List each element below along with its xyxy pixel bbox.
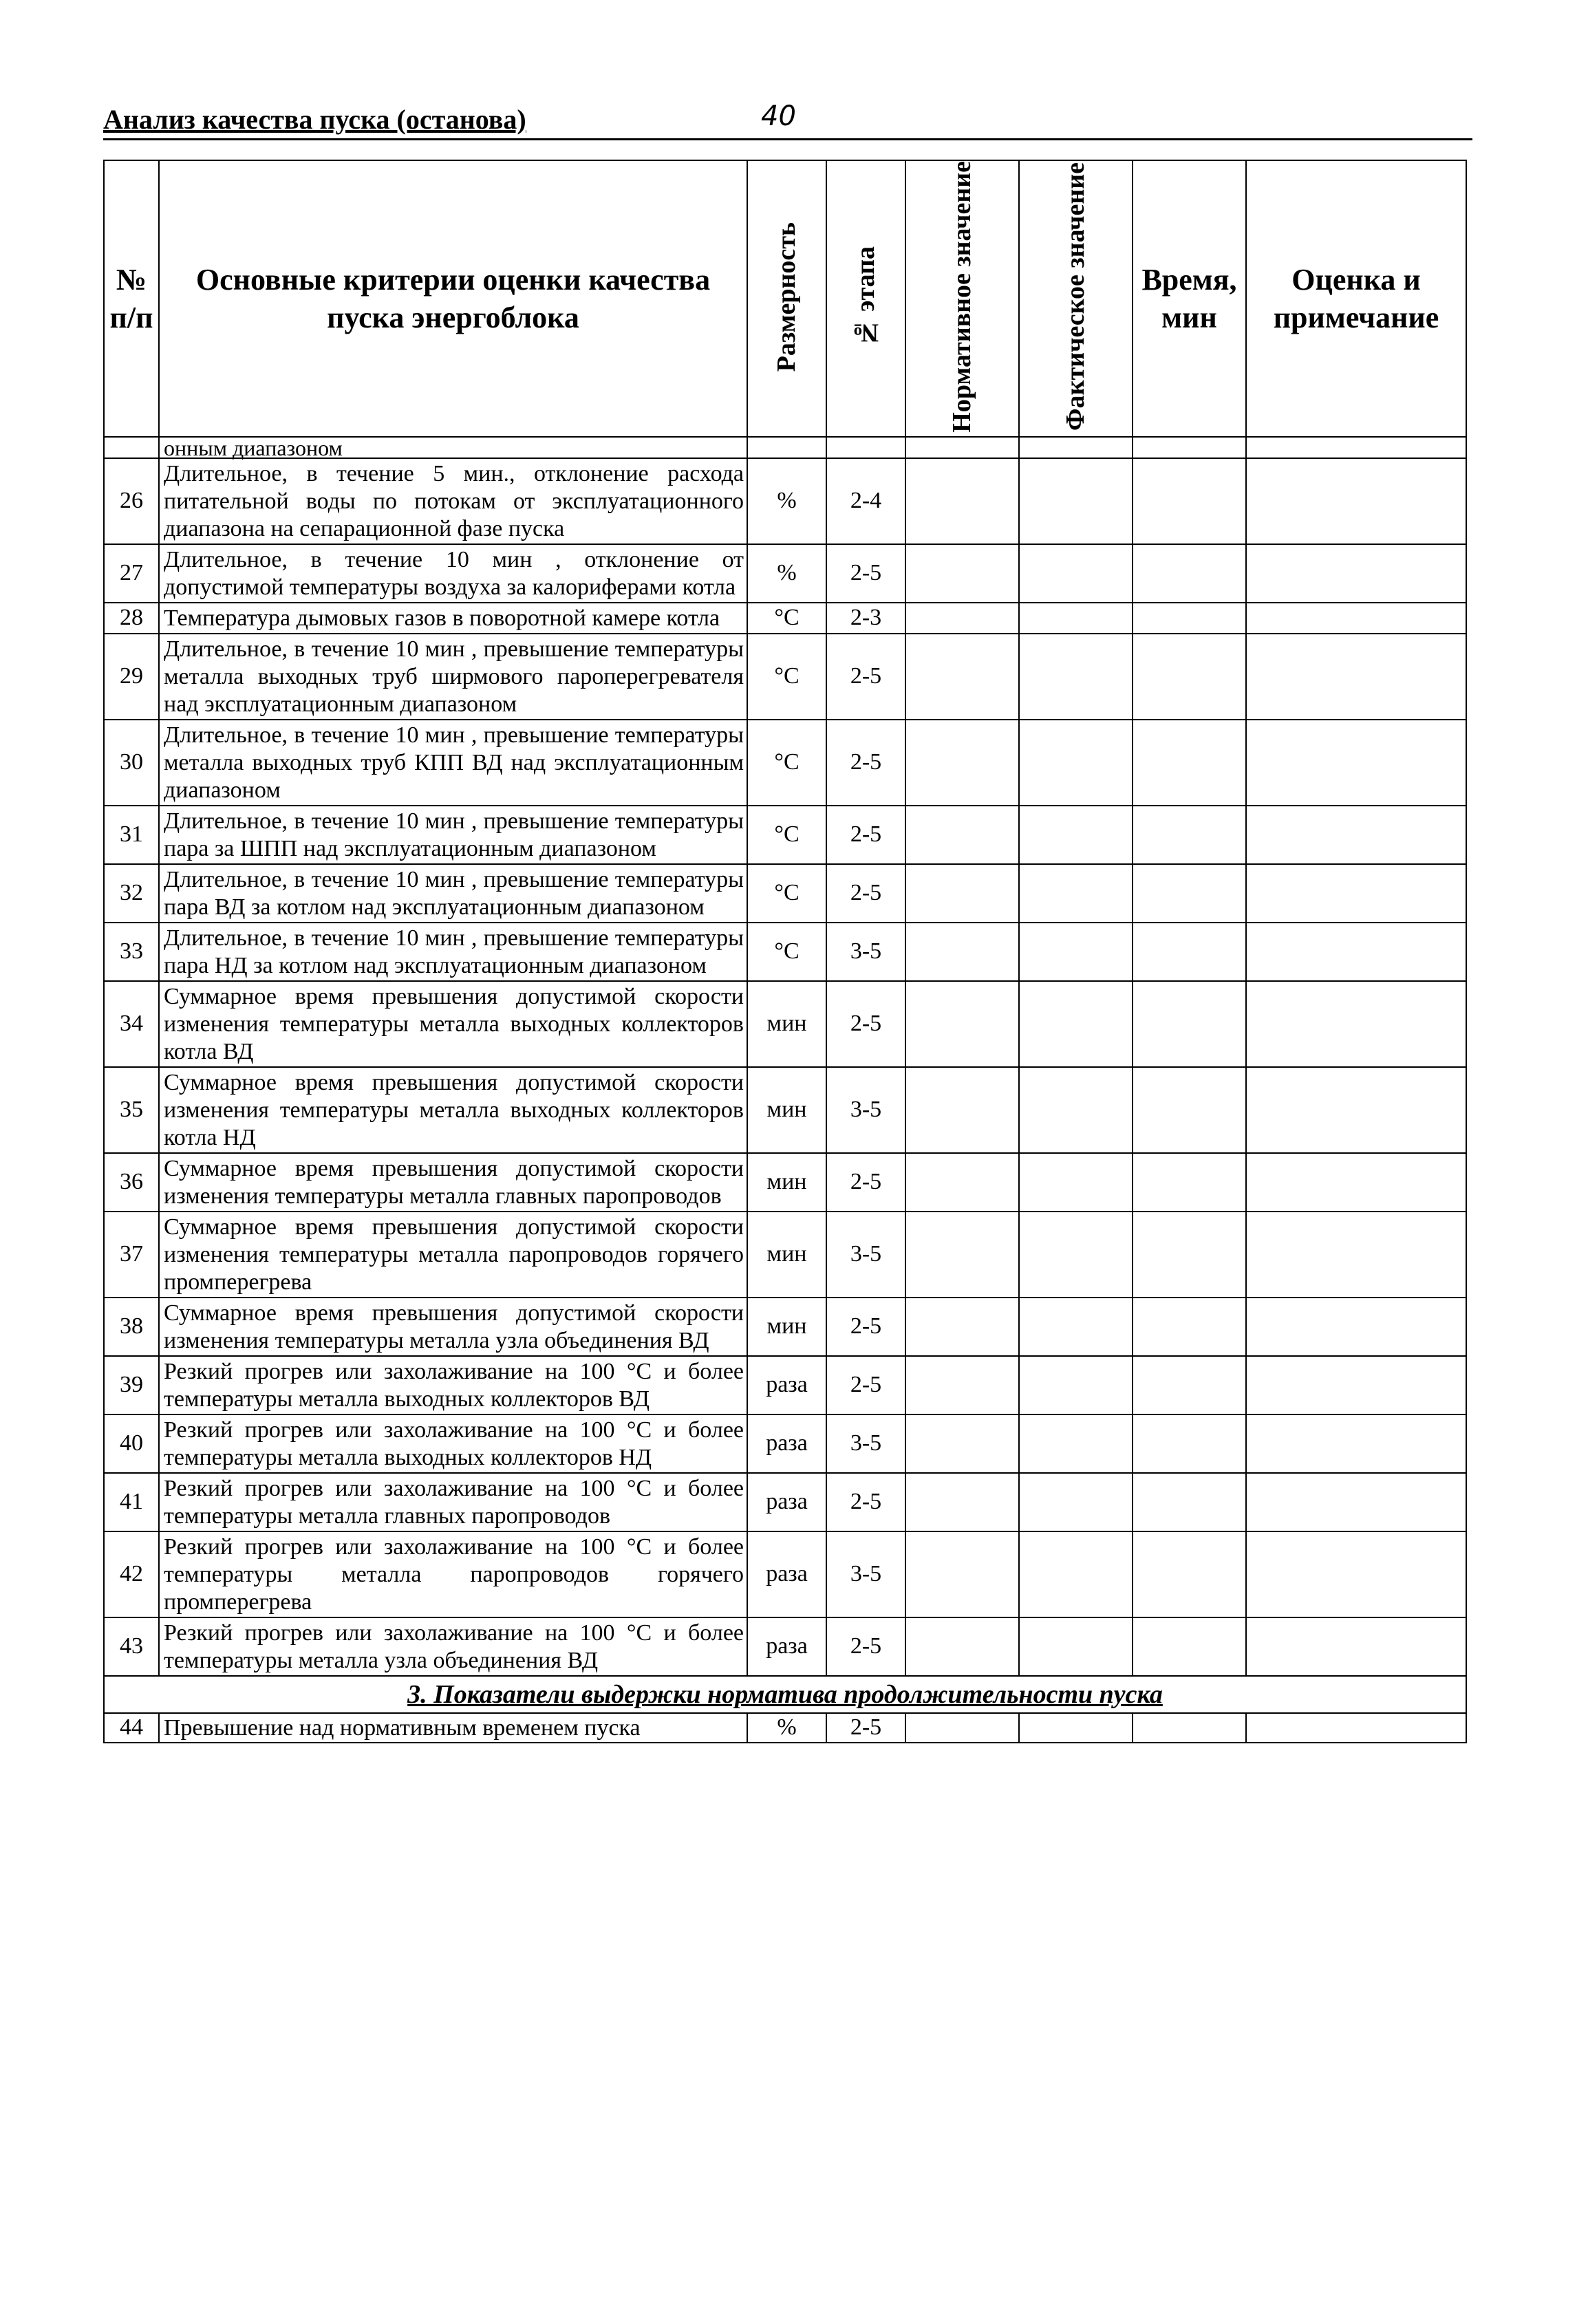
table-header-row	[104, 160, 1466, 437]
table-row	[104, 1153, 1466, 1212]
cell-assessment	[1246, 1531, 1466, 1617]
cell-assessment	[1246, 720, 1466, 806]
cell-stage: 3-5	[826, 923, 905, 981]
cell-actual	[1019, 1153, 1133, 1212]
continuation-text: онным диапазоном	[159, 437, 747, 458]
cell-criteria: Резкий прогрев или захолаживание на 100 °С и более температуры металла паропроводов горячего промперегрева	[159, 1531, 747, 1617]
cell-actual	[1019, 458, 1133, 544]
cell-num: 34	[104, 981, 159, 1067]
cell-dimension: °C	[747, 923, 826, 981]
cell-time	[1133, 1414, 1246, 1473]
cell-num: 31	[104, 806, 159, 864]
cell-dimension: раза	[747, 1531, 826, 1617]
table-row	[104, 864, 1466, 923]
table-row	[104, 1298, 1466, 1356]
cell-assessment	[1246, 1617, 1466, 1676]
cell-normative	[905, 1356, 1019, 1414]
cell-num: 42	[104, 1531, 159, 1617]
cell-dimension: %	[747, 544, 826, 603]
cell-criteria: Суммарное время превышения допустимой скорости изменения температуры металла главных паропроводов	[159, 1153, 747, 1212]
cell-num: 28	[104, 603, 159, 634]
cell-normative	[905, 720, 1019, 806]
table-row	[104, 806, 1466, 864]
cell-dimension: %	[747, 1713, 826, 1743]
section-title: 3. Показатели выдержки норматива продолжительности пуска	[104, 1676, 1466, 1713]
header-actual	[1019, 160, 1133, 437]
cell-num: 26	[104, 458, 159, 544]
header-stage-label: № этапа	[850, 246, 880, 347]
cell-time	[1133, 544, 1246, 603]
header-assessment: Оценка и примечание	[1246, 160, 1466, 437]
cell-normative	[905, 1212, 1019, 1298]
cell-stage: 2-5	[826, 720, 905, 806]
cell-stage: 2-5	[826, 1713, 905, 1743]
cell-actual	[1019, 923, 1133, 981]
cell-actual	[1019, 806, 1133, 864]
cell-time	[1133, 1298, 1246, 1356]
cell-num: 41	[104, 1473, 159, 1531]
cell-dimension: раза	[747, 1473, 826, 1531]
cell-normative	[905, 603, 1019, 634]
table-row	[104, 923, 1466, 981]
cell-num: 43	[104, 1617, 159, 1676]
cell-stage: 2-5	[826, 864, 905, 923]
cell-num: 38	[104, 1298, 159, 1356]
header-rule	[103, 138, 1472, 140]
cell-time	[1133, 1531, 1246, 1617]
cell-criteria: Длительное, в течение 10 мин , отклонение от допустимой температуры воздуха за калориферами котла	[159, 544, 747, 603]
header-stage	[826, 160, 905, 437]
cell-actual	[1019, 603, 1133, 634]
cell-normative	[905, 1713, 1019, 1743]
cell-assessment	[1246, 1356, 1466, 1414]
cell-criteria: Суммарное время превышения допустимой скорости изменения температуры металла выходных коллекторов котла ВД	[159, 981, 747, 1067]
cell-assessment	[1246, 1414, 1466, 1473]
cell-num: 40	[104, 1414, 159, 1473]
cell-stage: 3-5	[826, 1531, 905, 1617]
cell-stage: 2-5	[826, 544, 905, 603]
table-row	[104, 603, 1466, 634]
cell-num: 29	[104, 634, 159, 720]
cell-normative	[905, 923, 1019, 981]
cell-criteria: Длительное, в течение 5 мин., отклонение расхода питательной воды по потокам от эксплуатационного диапазона на сепарационной фазе пуска	[159, 458, 747, 544]
cell-dimension: °C	[747, 720, 826, 806]
cell-actual	[1019, 544, 1133, 603]
cell-time	[1133, 1153, 1246, 1212]
table-row	[104, 1414, 1466, 1473]
cell-actual	[1019, 1531, 1133, 1617]
cell-actual	[1019, 1298, 1133, 1356]
cell-normative	[905, 544, 1019, 603]
cell-criteria: Длительное, в течение 10 мин , превышение температуры пара ВД за котлом над эксплуатационным диапазоном	[159, 864, 747, 923]
cell-stage: 2-4	[826, 458, 905, 544]
table-row	[104, 1067, 1466, 1153]
cell-normative	[905, 634, 1019, 720]
cell-num	[104, 437, 159, 458]
cell-normative	[905, 1531, 1019, 1617]
cell-assessment	[1246, 634, 1466, 720]
cell-num: 36	[104, 1153, 159, 1212]
cell-dimension: мин	[747, 1212, 826, 1298]
table-row	[104, 544, 1466, 603]
cell-time	[1133, 720, 1246, 806]
table-row	[104, 1473, 1466, 1531]
cell-criteria: Длительное, в течение 10 мин , превышение температуры пара за ШПП над эксплуатационным диапазоном	[159, 806, 747, 864]
cell-time	[1133, 1212, 1246, 1298]
cell-stage: 2-5	[826, 806, 905, 864]
table-row	[104, 1212, 1466, 1298]
cell-assessment	[1246, 1153, 1466, 1212]
cell-stage: 2-5	[826, 1153, 905, 1212]
cell-criteria: Резкий прогрев или захолаживание на 100 °С и более температуры металла узла объединения ВД	[159, 1617, 747, 1676]
cell-actual	[1019, 1356, 1133, 1414]
cell-dimension: мин	[747, 1153, 826, 1212]
cell-normative	[905, 1153, 1019, 1212]
page-header	[103, 100, 1472, 144]
cell-dimension: °C	[747, 603, 826, 634]
cell-num: 32	[104, 864, 159, 923]
cell-num: 30	[104, 720, 159, 806]
cell-dimension: раза	[747, 1617, 826, 1676]
cell-time	[1133, 1617, 1246, 1676]
cell-actual	[1019, 634, 1133, 720]
cell-num: 37	[104, 1212, 159, 1298]
section-row	[104, 1676, 1466, 1713]
cell-criteria: Резкий прогрев или захолаживание на 100 °С и более температуры металла выходных коллекторов НД	[159, 1414, 747, 1473]
header-num: № п/п	[104, 160, 159, 437]
table-row	[104, 1531, 1466, 1617]
cell-assessment	[1246, 1067, 1466, 1153]
cell-dimension: %	[747, 458, 826, 544]
table-row-last	[104, 1713, 1466, 1743]
cell-criteria: Резкий прогрев или захолаживание на 100 °С и более температуры металла выходных коллекторов ВД	[159, 1356, 747, 1414]
header-dimension	[747, 160, 826, 437]
cell-actual	[1019, 1212, 1133, 1298]
cell-criteria: Температура дымовых газов в поворотной камере котла	[159, 603, 747, 634]
cell-stage: 2-5	[826, 1473, 905, 1531]
cell-time	[1133, 1473, 1246, 1531]
table-footer	[104, 1676, 1466, 1743]
cell-actual	[1019, 1414, 1133, 1473]
cell-dimension: °C	[747, 806, 826, 864]
cell-time	[1133, 458, 1246, 544]
page-title: Анализ качества пуска (останова)	[103, 104, 526, 135]
cell-stage: 3-5	[826, 1414, 905, 1473]
cell-num: 27	[104, 544, 159, 603]
table-row	[104, 981, 1466, 1067]
cell-num: 39	[104, 1356, 159, 1414]
cell-num: 44	[104, 1713, 159, 1743]
cell-stage: 2-3	[826, 603, 905, 634]
cell-actual	[1019, 1617, 1133, 1676]
cell-time	[1133, 806, 1246, 864]
cell-criteria: Суммарное время превышения допустимой скорости изменения температуры металла узла объединения ВД	[159, 1298, 747, 1356]
cell-assessment	[1246, 981, 1466, 1067]
cell-stage: 3-5	[826, 1212, 905, 1298]
table-row	[104, 634, 1466, 720]
cell-dimension: раза	[747, 1356, 826, 1414]
cell-assessment	[1246, 1473, 1466, 1531]
cell-normative	[905, 864, 1019, 923]
cell-assessment	[1246, 1298, 1466, 1356]
cell-assessment	[1246, 806, 1466, 864]
cell-time	[1133, 923, 1246, 981]
cell-criteria: Резкий прогрев или захолаживание на 100 °С и более температуры металла главных паропроводов	[159, 1473, 747, 1531]
cell-dimension: °C	[747, 634, 826, 720]
cell-actual	[1019, 1473, 1133, 1531]
cell-time	[1133, 1713, 1246, 1743]
criteria-table	[103, 160, 1467, 1743]
table-row	[104, 720, 1466, 806]
cell-criteria: Превышение над нормативным временем пуска	[159, 1713, 747, 1743]
cell-stage: 2-5	[826, 1298, 905, 1356]
cell-assessment	[1246, 1212, 1466, 1298]
cell-criteria: Суммарное время превышения допустимой скорости изменения температуры металла выходных коллекторов котла НД	[159, 1067, 747, 1153]
cell-criteria: Длительное, в течение 10 мин , превышение температуры пара НД за котлом над эксплуатационным диапазоном	[159, 923, 747, 981]
cell-time	[1133, 634, 1246, 720]
cell-normative	[905, 1067, 1019, 1153]
continuation-row	[104, 437, 1466, 458]
cell-stage: 2-5	[826, 981, 905, 1067]
cell-stage: 2-5	[826, 1356, 905, 1414]
cell-assessment	[1246, 603, 1466, 634]
cell-time	[1133, 864, 1246, 923]
cell-assessment	[1246, 923, 1466, 981]
cell-normative	[905, 806, 1019, 864]
cell-dimension: мин	[747, 1067, 826, 1153]
header-time: Время, мин	[1133, 160, 1246, 437]
header-actual-label: Фактическое значение	[1060, 162, 1090, 431]
cell-actual	[1019, 1713, 1133, 1743]
header-dimension-label: Размерность	[771, 222, 801, 372]
cell-normative	[905, 981, 1019, 1067]
table-body	[104, 437, 1466, 1676]
cell-num: 35	[104, 1067, 159, 1153]
header-normative	[905, 160, 1019, 437]
cell-time	[1133, 1356, 1246, 1414]
cell-actual	[1019, 1067, 1133, 1153]
cell-time	[1133, 1067, 1246, 1153]
cell-dimension: раза	[747, 1414, 826, 1473]
page-number: 40	[761, 100, 796, 132]
table-row	[104, 1356, 1466, 1414]
cell-dimension: мин	[747, 981, 826, 1067]
cell-assessment	[1246, 544, 1466, 603]
cell-actual	[1019, 864, 1133, 923]
cell-num: 33	[104, 923, 159, 981]
cell-criteria: Суммарное время превышения допустимой скорости изменения температуры металла паропроводов горячего промперегрева	[159, 1212, 747, 1298]
cell-assessment	[1246, 458, 1466, 544]
cell-stage: 3-5	[826, 1067, 905, 1153]
cell-normative	[905, 1298, 1019, 1356]
cell-dimension: мин	[747, 1298, 826, 1356]
cell-assessment	[1246, 1713, 1466, 1743]
cell-actual	[1019, 720, 1133, 806]
cell-normative	[905, 1414, 1019, 1473]
cell-stage: 2-5	[826, 1617, 905, 1676]
cell-criteria: Длительное, в течение 10 мин , превышение температуры металла выходных труб ширмового пароперегревателя над эксплуатационным диапазоном	[159, 634, 747, 720]
cell-normative	[905, 458, 1019, 544]
cell-normative	[905, 1473, 1019, 1531]
cell-normative	[905, 1617, 1019, 1676]
cell-dimension: °C	[747, 864, 826, 923]
table-row	[104, 458, 1466, 544]
cell-stage: 2-5	[826, 634, 905, 720]
header-criteria: Основные критерии оценки качества пуска энергоблока	[159, 160, 747, 437]
cell-time	[1133, 981, 1246, 1067]
header-normative-label: Нормативное значение	[947, 161, 976, 433]
cell-actual	[1019, 981, 1133, 1067]
table-row	[104, 1617, 1466, 1676]
cell-time	[1133, 603, 1246, 634]
cell-criteria: Длительное, в течение 10 мин , превышение температуры металла выходных труб КПП ВД над эксплуатационным диапазоном	[159, 720, 747, 806]
cell-assessment	[1246, 864, 1466, 923]
